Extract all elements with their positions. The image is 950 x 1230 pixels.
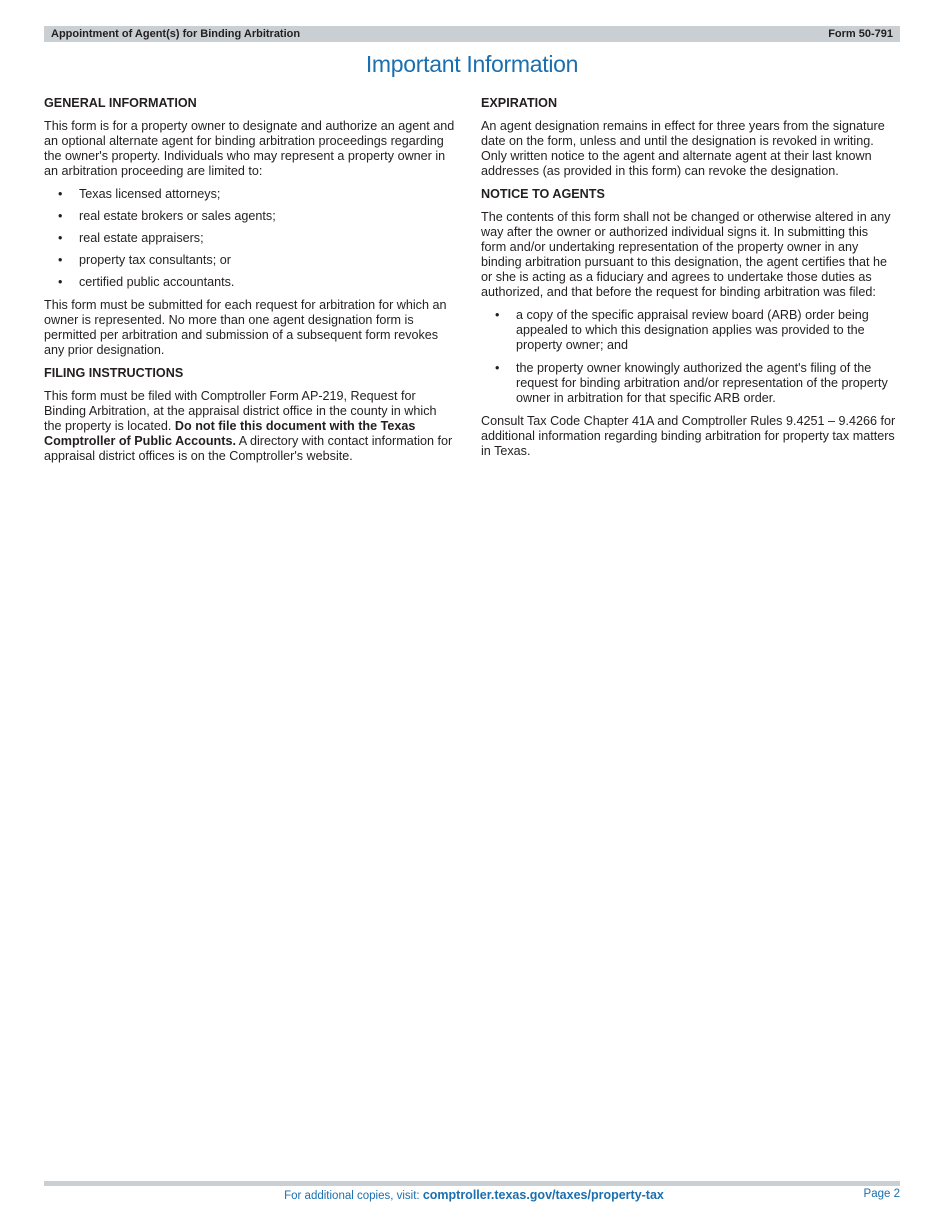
filing-text-part-1: This form must be filed with Comptroller Form AP-219, Request for Binding Arbitration, at the appraisal district office in the county in which the property is located. — [44, 389, 437, 433]
bullet-icon: • — [58, 187, 63, 201]
filing-instructions-heading: FILING INSTRUCTIONS — [44, 366, 184, 380]
list-item — [44, 187, 457, 202]
notice-to-agents-text: The contents of this form shall not be changed or otherwise altered in any way after the owner or authorized individual signs it. In submitting this form and/or undertaking representation of the property owner in any binding arbitration pursuant to this designation, the agent certifies that he or she is acting as a fiduciary and agrees to undertake those duties as authorized, and that before the request for binding arbitration was filed: — [481, 210, 891, 299]
bullet-icon: • — [58, 253, 63, 267]
list-item-text: the property owner knowingly authorized the agent's filing of the request for binding arbitration and/or representation of the property owner in arbitration for that specific ARB order. — [516, 361, 888, 405]
right-column — [481, 96, 896, 467]
list-item — [481, 361, 896, 406]
filing-instructions-text — [44, 389, 457, 464]
list-item — [481, 308, 896, 353]
form-header-bar — [44, 26, 900, 42]
bullet-icon: • — [58, 231, 63, 245]
left-column — [44, 96, 457, 472]
page-title: Important Information — [365, 51, 579, 77]
notice-to-agents-heading: NOTICE TO AGENTS — [481, 187, 605, 201]
form-title: Appointment of Agent(s) for Binding Arbitration — [51, 28, 301, 40]
list-item — [44, 275, 457, 290]
list-item-text: real estate brokers or sales agents; — [79, 209, 276, 223]
expiration-text: An agent designation remains in effect for three years from the signature date on the form, unless and until the designation is revoked in writing. Only written notice to the agent and alternate agent at their last known addresses (as provided in this form) can revoke the designation. — [481, 119, 885, 178]
list-item — [44, 253, 457, 268]
bullet-icon: • — [58, 209, 63, 223]
list-item — [44, 231, 457, 246]
footer-copies-label: For additional copies, visit: — [284, 1190, 423, 1202]
bullet-icon: • — [495, 308, 500, 322]
list-item-text: real estate appraisers; — [79, 231, 204, 245]
footer-divider — [44, 1181, 900, 1186]
list-item-text: Texas licensed attorneys; — [79, 187, 221, 201]
bullet-icon: • — [495, 361, 500, 375]
bullet-icon: • — [58, 275, 63, 289]
list-item — [44, 209, 457, 224]
general-information-intro: This form is for a property owner to designate and authorize an agent and an optional alternate agent for binding arbitration proceedings regarding the owner's property. Individuals who may represent a property owner in an arbitration proceeding are limited to: — [44, 119, 455, 178]
representative-list — [44, 187, 457, 290]
expiration-heading: EXPIRATION — [481, 96, 558, 110]
list-item-text: certified public accountants. — [79, 275, 235, 289]
footer-copies — [44, 1188, 904, 1202]
list-item-text: property tax consultants; or — [79, 253, 231, 267]
submission-text: This form must be submitted for each request for arbitration for which an owner is represented. No more than one agent designation form is permitted per arbitration and submission of a subsequent form revokes any prior designation. — [44, 298, 447, 357]
footer-url-link[interactable]: comptroller.texas.gov/taxes/property-tax — [422, 1188, 664, 1202]
certification-list — [481, 308, 896, 406]
form-number: Form 50-791 — [828, 28, 893, 40]
general-information-heading: GENERAL INFORMATION — [44, 96, 197, 110]
page-number: Page 2 — [863, 1188, 900, 1200]
filing-warning: Do not file this document with the Texas Comptroller of Public Accounts. — [44, 419, 416, 448]
consult-text: Consult Tax Code Chapter 41A and Comptroller Rules 9.4251 – 9.4266 for additional information regarding binding arbitration for property tax matters in Texas. — [481, 414, 896, 458]
page-footer — [44, 1188, 900, 1204]
filing-text-part-2: A directory with contact information for appraisal district offices is on the Comptroller's website. — [44, 434, 453, 463]
list-item-text: a copy of the specific appraisal review board (ARB) order being appealed to which this designation applies was provided to the property owner; and — [516, 308, 869, 352]
